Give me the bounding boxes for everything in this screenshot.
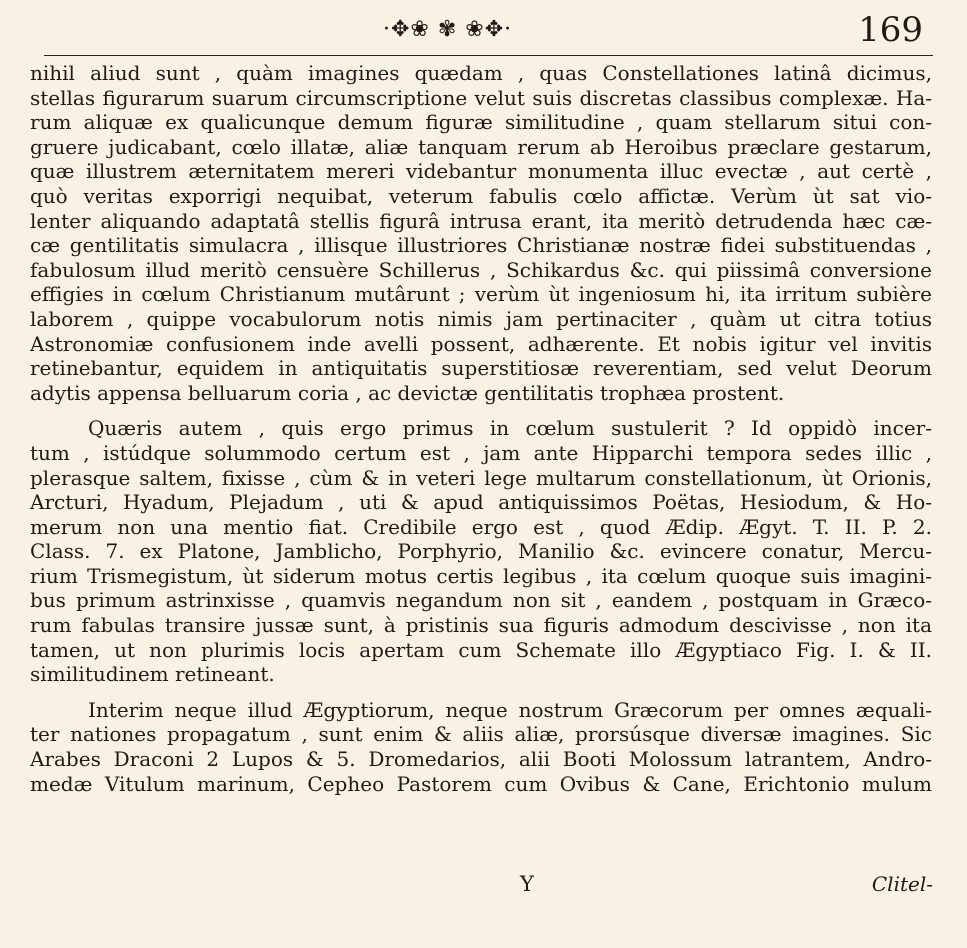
text-line: rum fabulas transire jussæ sunt, à pristinis sua figuris admodum descivisse , non ita — [30, 613, 932, 638]
text-line: fabulosum illud meritò censuère Schillerus , Schikardus &c. qui piissimâ conversione — [30, 257, 932, 282]
paragraph-2 — [30, 416, 932, 687]
text-line: quæ illustrem æternitatem mereri videbantur monumenta illuc evectæ , aut certè , — [30, 159, 932, 184]
text-line: effigies in cœlum Christianum mutârunt ; verùm ùt ingeniosum hi, ita irritum subière — [30, 282, 932, 307]
text-line: tum , istúdque solummodo certum est , jam ante Hipparchi tempora sedes illic , — [30, 440, 932, 465]
text-line: Arcturi, Hyadum, Plejadum , uti & apud antiquissimos Poëtas, Hesiodum, & Ho- — [30, 490, 932, 515]
body-text — [30, 61, 932, 796]
paragraph-3 — [30, 698, 932, 796]
text-line: stellas figurarum suarum circumscriptione velut suis discretas classibus complexæ. Ha- — [30, 85, 932, 110]
text-line: plerasque saltem, fixisse , cùm & in veteri lege multarum constellationum, ùt Orionis, — [30, 465, 932, 490]
text-line: Astronomiæ confusionem inde avelli possent, adhærente. Et nobis igitur vel invitis — [30, 331, 932, 356]
text-line: lenter aliquando adaptatâ stellis figurâ intrusa erant, ita meritò detrudenda hæc cæ- — [30, 208, 932, 233]
text-line: laborem , quippe vocabulorum notis nimis jam pertinaciter , quàm ut citra totius — [30, 306, 932, 331]
text-line: ter nationes propagatum , sunt enim & aliis aliæ, prorsúsque diversæ imagines. Sic — [30, 722, 932, 747]
text-line: tamen, ut non plurimis locis apertam cum Schemate illo Ægyptiaco Fig. I. & II. — [30, 637, 932, 662]
page-number: 169 — [858, 10, 923, 50]
text-line: nihil aliud sunt , quàm imagines quædam , quas Constellationes latinâ dicimus, — [30, 61, 932, 85]
text-line: Class. 7. ex Platone, Jamblicho, Porphyrio, Manilio &c. evincere conatur, Mercu- — [30, 539, 932, 564]
text-line: medæ Vitulum marinum, Cepheo Pastorem cum Ovibus & Cane, Erichtonio mulum — [30, 771, 932, 796]
text-line: Arabes Draconi 2 Lupos & 5. Dromedarios, alii Booti Molossum latrantem, Andro- — [30, 747, 932, 772]
paragraph-1 — [30, 61, 932, 405]
text-line: cæ gentilitatis simulacra , illisque illustriores Christianæ nostræ fidei substituendas , — [30, 233, 932, 258]
text-line: similitudinem retineant. — [30, 662, 275, 687]
text-line: adytis appensa belluarum coria , ac devictæ gentilitatis trophæa prostent. — [30, 380, 785, 405]
text-line: Quæris autem , quis ergo primus in cœlum sustulerit ? Id oppidò incer- — [88, 416, 932, 441]
text-line: Interim neque illud Ægyptiorum, neque nostrum Græcorum per omnes æquali- — [88, 697, 932, 722]
page-header — [0, 0, 967, 62]
text-line: quò veritas exporrigi nequibat, veterum fabulis cœlo affictæ. Verùm ùt sat vio- — [30, 183, 932, 208]
text-line: rum aliquæ ex qualicunque demum figuræ similitudine , quam stellarum situi con- — [30, 110, 932, 135]
catchword: Clitel- — [871, 872, 933, 896]
text-line: bus primum astrinxisse , quamvis negandum non sit , eandem , postquam in Græco- — [30, 588, 932, 613]
text-line: merum non una mentio fiat. Credibile ergo est , quod Ædip. Ægyt. T. II. P. 2. — [30, 514, 932, 539]
signature-mark: Y — [520, 872, 534, 896]
text-line: gruere judicabant, cœlo illatæ, aliæ tanquam rerum ab Heroibus præclare gestarum, — [30, 134, 932, 159]
text-line: rium Trismegistum, ùt siderum motus certis legibus , ita cœlum quoque suis imagini- — [30, 563, 932, 588]
header-ornament: ·✥❀ ✾ ❀✥· — [383, 17, 513, 42]
header-rule — [44, 55, 933, 56]
text-line: retinebantur, equidem in antiquitatis superstitiosæ reverentiam, sed velut Deorum — [30, 356, 932, 381]
